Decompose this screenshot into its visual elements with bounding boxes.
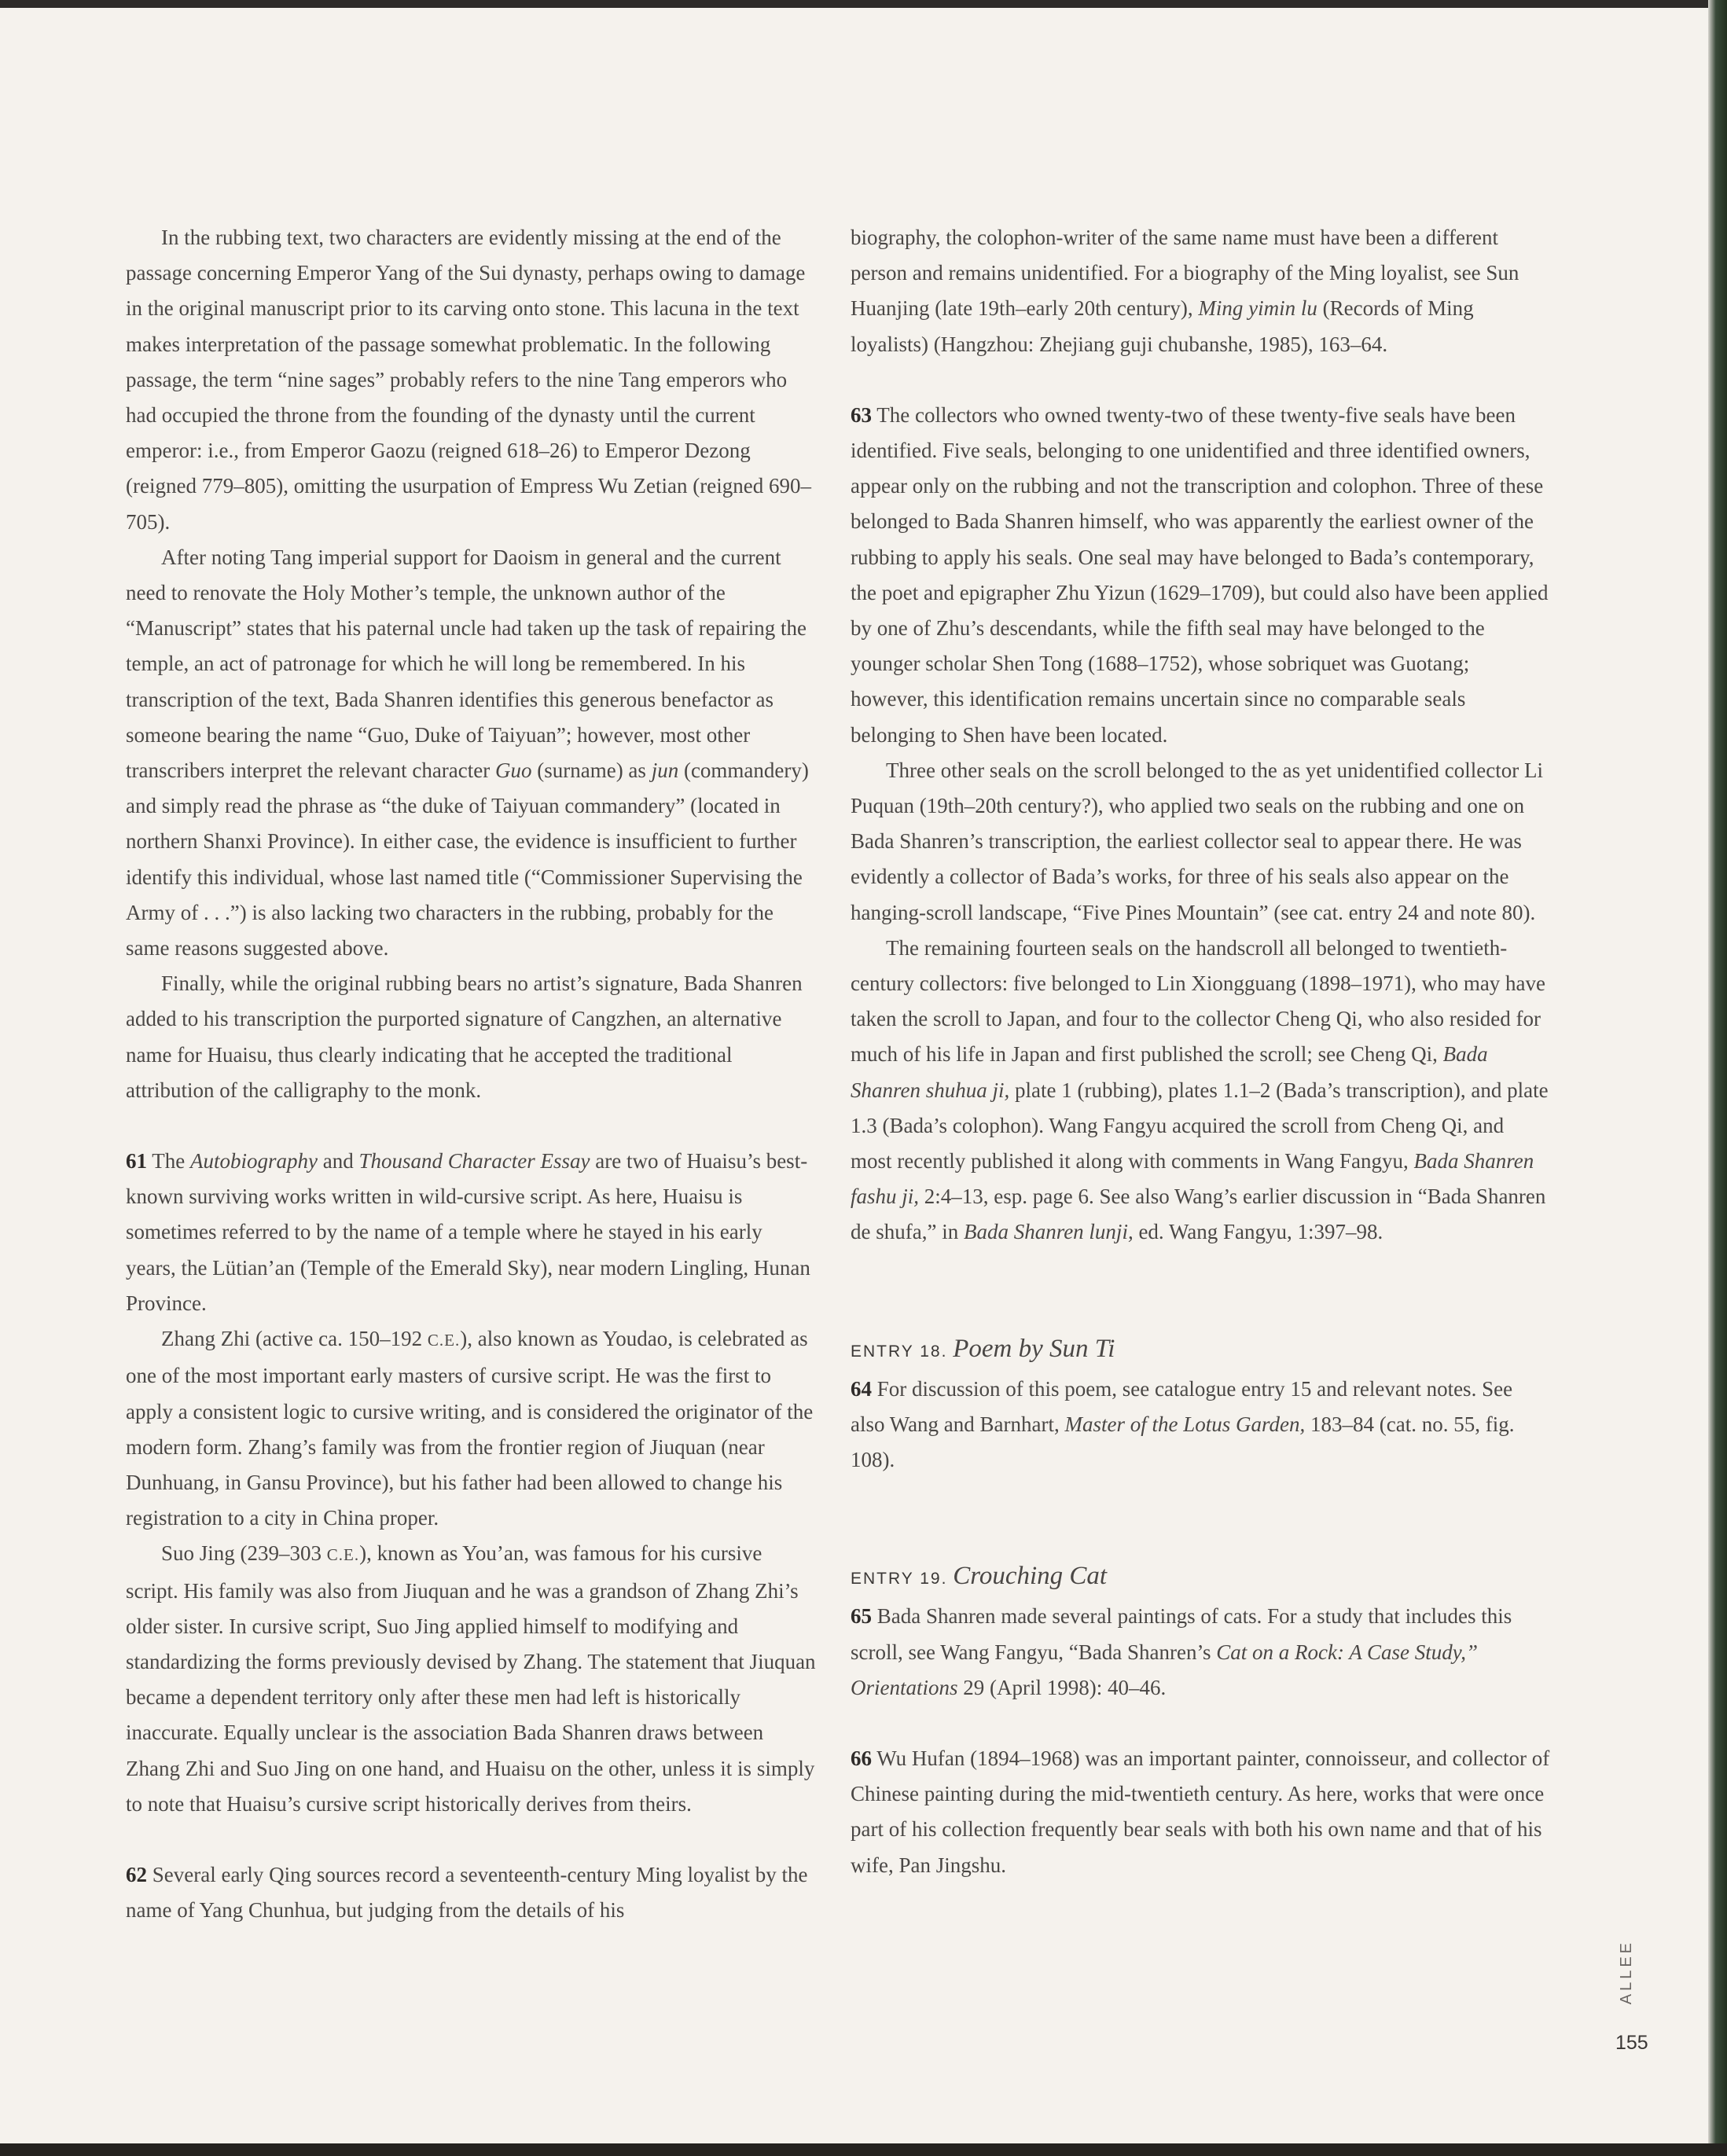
entry-19-heading: ENTRY 19. Crouching Cat [851,1562,1108,1591]
book-spine-edge [1708,0,1727,2156]
note-61: 61 The Autobiography and Thousand Character Essay are two of Huaisu’s best-known surviving works written in wild-cursive script. As here, Huaisu is sometimes referred to by the name of a temple where he stayed in his early years, the Lütian’an (Temple of the Emerald Sky), near modern Lingling, Hunan Province. [126,1149,810,1315]
bottom-edge-band [0,2143,1727,2156]
note-66: 66 Wu Hufan (1894–1968) was an important painter, connoisseur, and collector of Chinese painting during the mid-twentieth century. As here, works that were once part of his collection frequently bear seals with both his own name and that of his wife, Pan Jingshu. [851,1746,1550,1877]
paragraph: Suo Jing (239–303 C.E.), known as You’an, was famous for his cursive script. His family was also from Jiuquan and he was a grandson of Zhang Zhi’s older sister. In cursive script, Suo Jing applied himself to modifying and standardizing the forms previously devised by Zhang. The statement that Jiuquan became a dependent territory only after these men had left is historically inaccurate. Equally unclear is the association Bada Shanren draws between Zhang Zhi and Suo Jing on one hand, and Huaisu on the other, unless it is simply to note that Huaisu’s cursive script historically derives from theirs. [126,1541,816,1816]
paragraph: biography, the colophon-writer of the same name must have been a different person and remains unidentified. For a biography of the Ming loyalist, see Sun Huanjing (late 19th–early 20th century), Ming yimin lu (Records of Ming loyalists) (Hangzhou: Zhejiang guji chubanshe, 1985), 163–64. [851,226,1519,356]
note-number: 61 [126,1149,147,1173]
margin-side-text: ALLEE [1618,1940,1635,2005]
paragraph: The remaining fourteen seals on the handscroll all belonged to twentieth-century collectors: five belonged to Lin Xiongguang (1898–1971), who may have taken the scroll to Japan, and four to the collector Cheng Qi, who also resided for much of his life in Japan and first published the scroll; see Cheng Qi, Bada Shanren shuhua ji, plate 1 (rubbing), plates 1.1–2 (Bada’s transcription), and plate 1.3 (Bada’s colophon). Wang Fangyu acquired the scroll from Cheng Qi, and most recently published it along with comments in Wang Fangyu, Bada Shanren fashu ji, 2:4–13, esp. page 6. See also Wang’s earlier discussion in “Bada Shanren de shufa,” in Bada Shanren lunji, ed. Wang Fangyu, 1:397–98. [851,935,1549,1244]
note-63: 63 The collectors who owned twenty-two of these twenty-five seals have been identified. Five seals, belonging to one unidentified and three identified owners, appear only on the rubbing and not the transcription and colophon. Three of these belonged to Bada Shanren himself, who was apparently the earliest owner of the rubbing to apply his seals. One seal may have belonged to Bada’s contemporary, the poet and epigrapher Zhu Yizun (1629–1709), but could also have been applied by one of Zhu’s descendants, while the fifth seal may have belonged to the younger scholar Shen Tong (1688–1752), whose sobriquet was Guotang; however, this identification remains uncertain since no comparable seals belonging to Shen have been located. [851,402,1549,747]
note-number: 64 [851,1376,872,1401]
paragraph: After noting Tang imperial support for Daoism in general and the current need to renovate the Holy Mother’s temple, the unknown author of the “Manuscript” states that his paternal uncle had taken up the task of repairing the temple, an act of patronage for which he will long be remembered. In his transcription of the text, Bada Shanren identifies this generous benefactor as someone bearing the name “Guo, Duke of Taiyuan”; however, most other transcribers interpret the relevant character Guo (surname) as jun (commandery) and simply read the phrase as “the duke of Taiyuan commandery” (located in northern Shanxi Province). In either case, the evidence is insufficient to further identify this individual, whose last named title (“Commissioner Supervising the Army of . . .”) is also lacking two characters in the rubbing, probably for the same reasons suggested above. [126,545,809,960]
paragraph: Three other seals on the scroll belonged to the as yet unidentified collector Li Puquan (19th–20th century?), who applied two seals on the rubbing and one on Bada Shanren’s transcription, the earliest collector seal to appear there. He was evidently a collector of Bada’s works, for three of his seals also appear on the hanging-scroll landscape, “Five Pines Mountain” (see cat. entry 24 and note 80). [851,758,1543,924]
left-column [126,220,818,1928]
note-number: 63 [851,402,872,427]
paragraph: In the rubbing text, two characters are evidently missing at the end of the passage concerning Emperor Yang of the Sui dynasty, perhaps owing to damage in the original manuscript prior to its carving onto stone. This lacuna in the text makes interpretation of the passage somewhat problematic. In the following passage, the term “nine sages” probably refers to the nine Tang emperors who had occupied the throne from the founding of the dynasty until the current emperor: i.e., from Emperor Gaozu (reigned 618–26) to Emperor Dezong (reigned 779–805), omitting the usurpation of Empress Wu Zetian (reigned 690–705). [126,226,811,534]
note-number: 62 [126,1862,147,1886]
note-62: 62 Several early Qing sources record a seventeenth-century Ming loyalist by the name of Yang Chunhua, but judging from the details of his [126,1862,808,1923]
note-number: 65 [851,1604,872,1629]
note-65: 65 Bada Shanren made several paintings of cats. For a study that includes this scroll, see Wang Fangyu, “Bada Shanren’s Cat on a Rock: A Case Study,” Orientations 29 (April 1998): 40–46. [851,1604,1512,1699]
top-edge-band [0,0,1727,8]
paragraph: Zhang Zhi (active ca. 150–192 C.E.), also known as Youdao, is celebrated as one of the most important early masters of cursive script. He was the first to apply a consistent logic to cursive writing, and is considered the originator of the modern form. Zhang’s family was from the frontier region of Jiuquan (near Dunhuang, in Gansu Province), but his father had been allowed to change his registration to a city in China proper. [126,1327,814,1530]
note-64: 64 For discussion of this poem, see catalogue entry 15 and relevant notes. See also Wang and Barnhart, Master of the Lotus Garden, 183–84 (cat. no. 55, fig. 108). [851,1376,1515,1472]
right-column [851,220,1550,1883]
entry-18-heading: ENTRY 18. Poem by Sun Ti [851,1334,1115,1363]
page-number: 155 [1615,2032,1648,2054]
note-number: 66 [851,1746,872,1770]
paragraph: Finally, while the original rubbing bears no artist’s signature, Bada Shanren added to his transcription the purported signature of Cangzhen, an alternative name for Huaisu, thus clearly indicating that he accepted the traditional attribution of the calligraphy to the monk. [126,971,803,1102]
